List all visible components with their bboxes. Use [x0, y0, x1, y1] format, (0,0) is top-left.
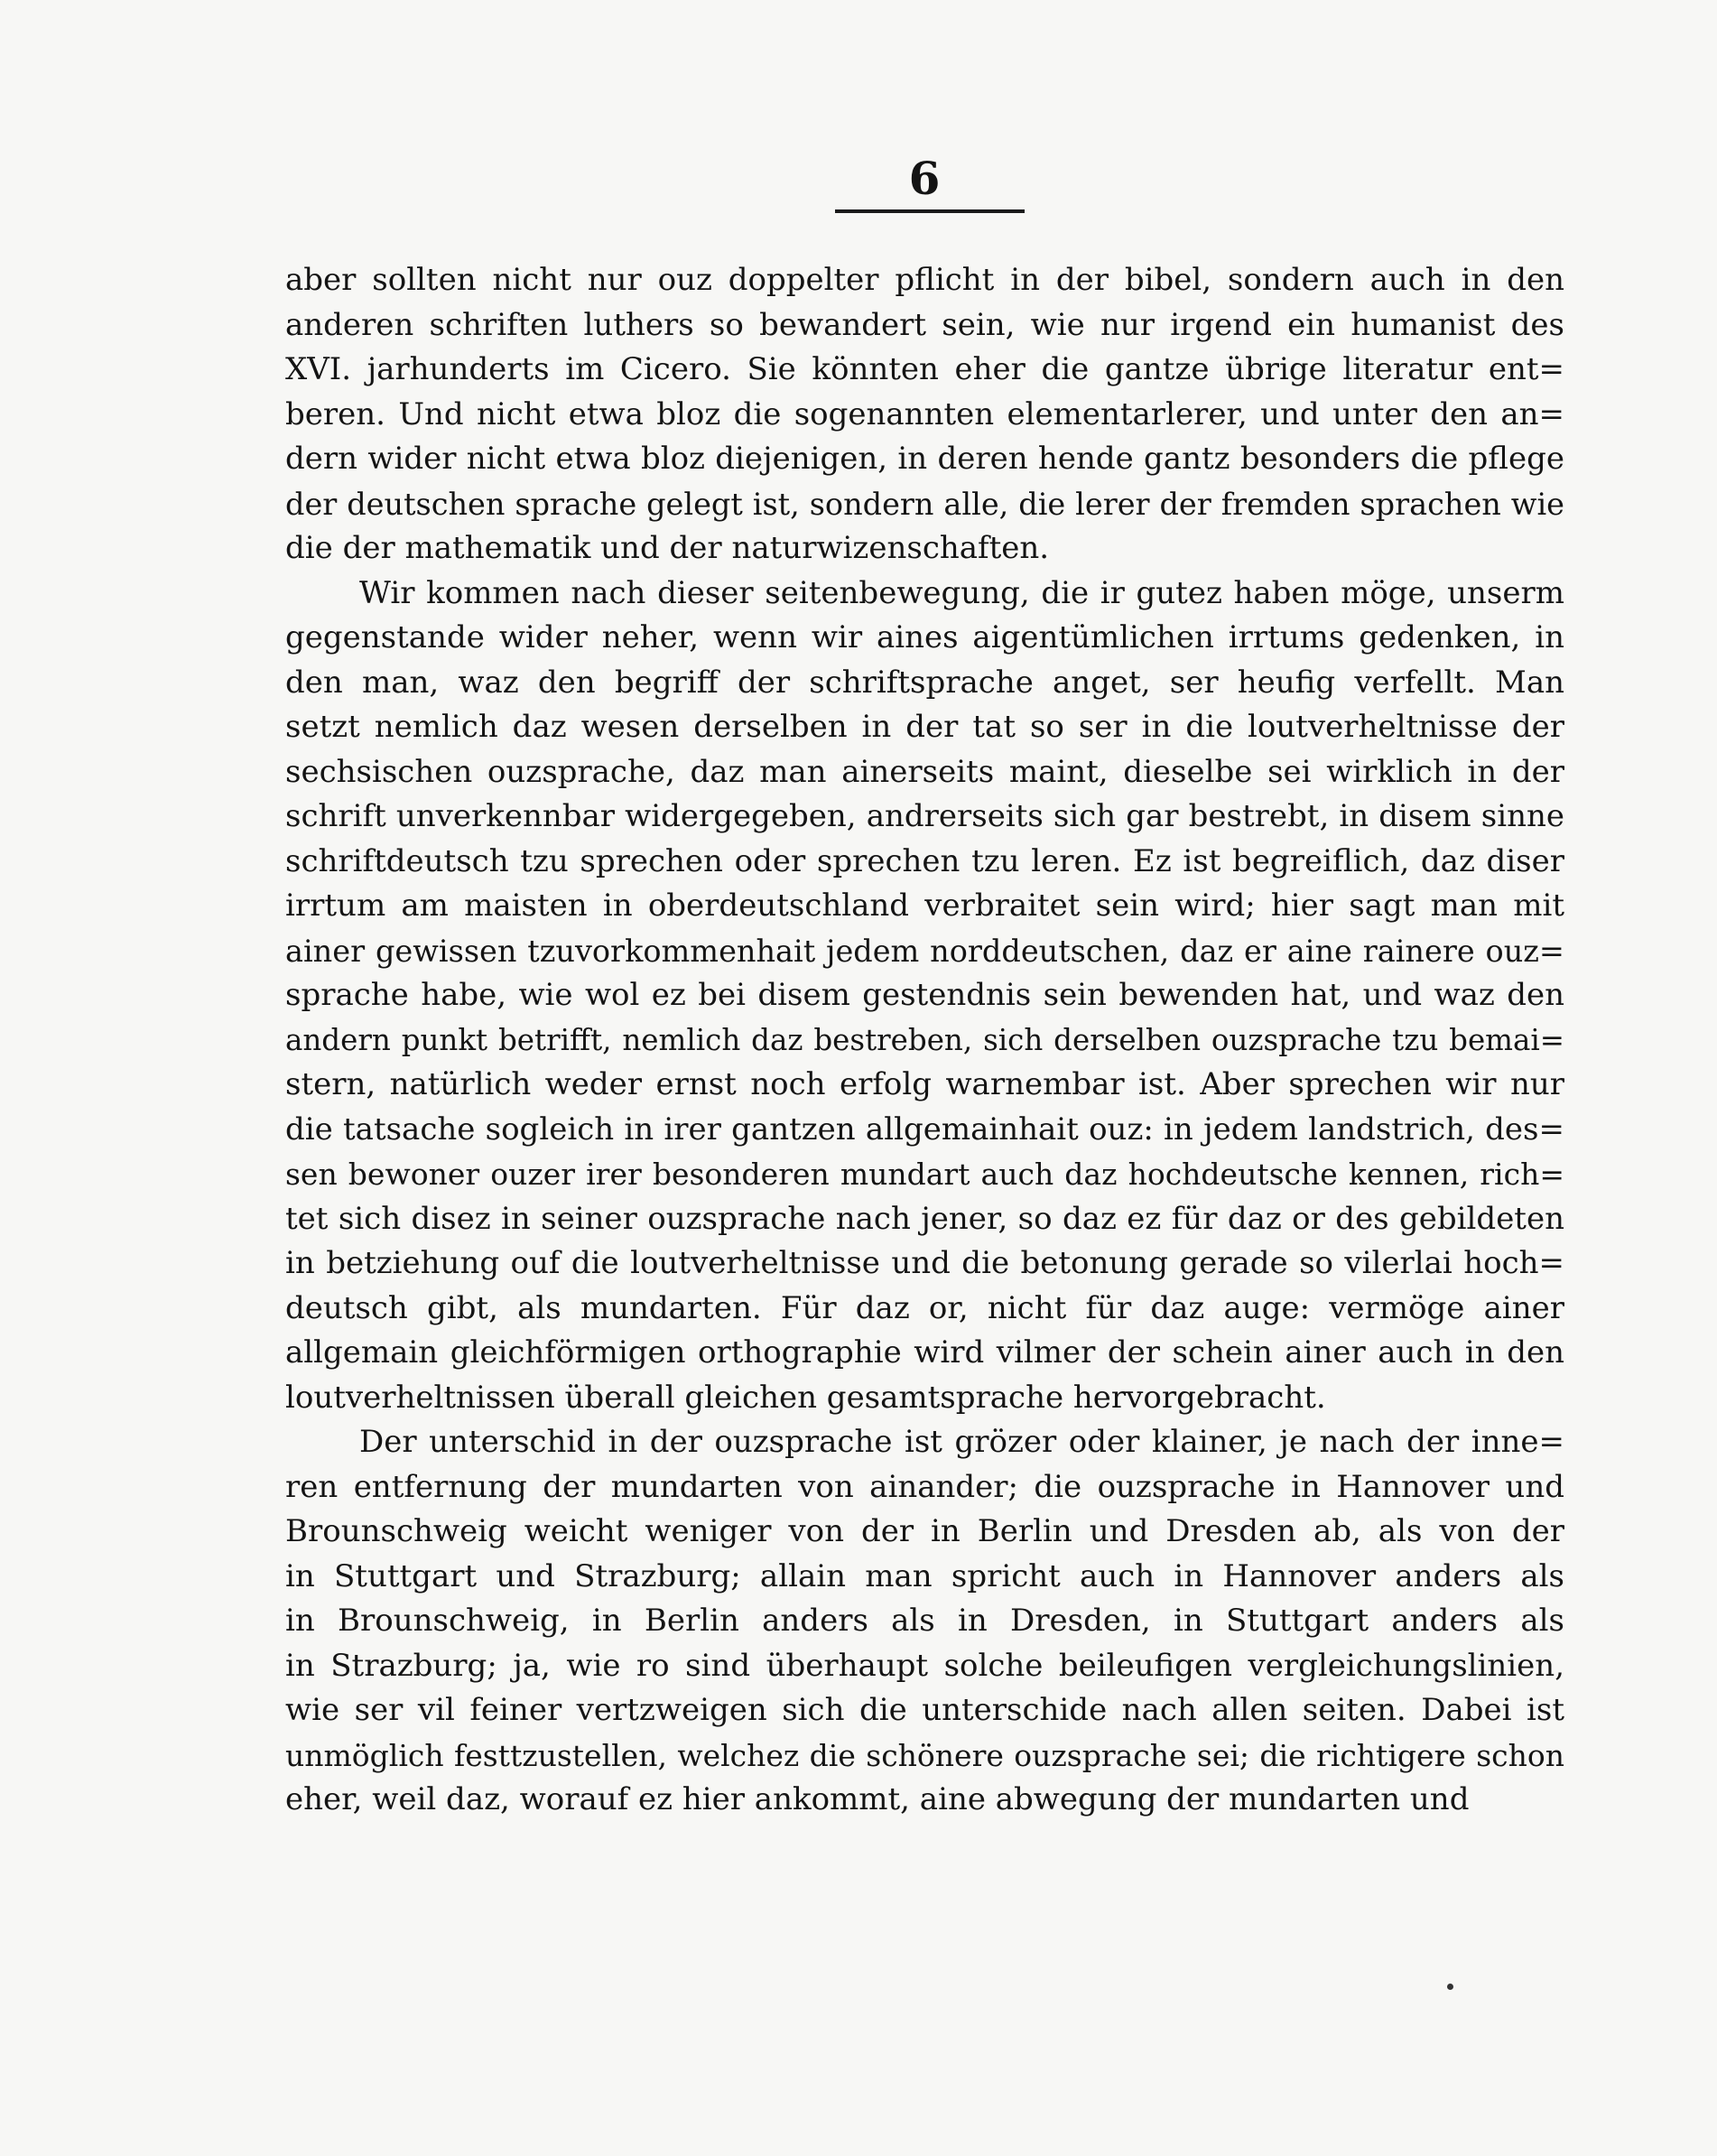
text-line: tet sich disez in seiner ouzsprache nach jener, so daz ez für daz or des gebildeten [285, 1200, 1564, 1237]
text-line: sprache habe, wie wol ez bei disem gestendnis sein bewenden hat, und waz den [285, 977, 1564, 1013]
text-line: loutverheltnissen überall gleichen gesamtsprache hervorgebracht. [285, 1379, 1326, 1416]
text-line: aber sollten nicht nur ouz doppelter pflicht in der bibel, sondern auch in den [285, 262, 1564, 298]
page-number: 6 [908, 152, 941, 205]
text-line: XVI. jarhunderts im Cicero. Sie könnten eher die gantze übrige literatur ent= [285, 351, 1564, 387]
text-line: den man, waz den begriff der schriftsprache anget, ser heufig verfellt. Man [285, 664, 1564, 701]
text-line: Der unterschid in der ouzsprache ist grözer oder klainer, je nach der inne= [359, 1424, 1564, 1460]
text-line: anderen schriften luthers so bewandert sein, wie nur irgend ein humanist des [285, 306, 1564, 343]
text-line: stern, natürlich weder ernst noch erfolg warnembar ist. Aber sprechen wir nur [285, 1066, 1564, 1102]
text-line: Brounschweig weicht weniger von der in Berlin und Dresden ab, als von der [285, 1513, 1564, 1549]
text-line: andern punkt betrifft, nemlich daz bestreben, sich derselben ouzsprache tzu bemai= [285, 1022, 1564, 1057]
paragraph [285, 1420, 1564, 1823]
text-line: in betziehung ouf die loutverheltnisse und die betonung gerade so vilerlai hoch= [285, 1245, 1564, 1281]
paragraph [285, 572, 1564, 1421]
text-line: sechsischen ouzsprache, daz man ainerseits maint, dieselbe sei wirklich in der [285, 753, 1564, 790]
text-line: allgemain gleichförmigen orthographie wird vilmer der schein ainer auch in den [285, 1334, 1564, 1371]
text-line: in Stuttgart und Strazburg; allain man spricht auch in Hannover anders als [285, 1557, 1564, 1594]
text-line: ren entfernung der mundarten von ainander; die ouzsprache in Hannover und [285, 1468, 1564, 1505]
text-line: schrift unverkennbar widergegeben, andrerseits sich gar bestrebt, in disem sinne [285, 798, 1564, 834]
text-line: in Strazburg; ja, wie ro sind überhaupt solche beileufigen vergleichungslinien, [285, 1647, 1564, 1684]
paragraph [285, 258, 1564, 572]
text-line: die tatsache sogleich in irer gantzen allgemainhait ouz: in jedem landstrich, des= [285, 1111, 1564, 1148]
text-line: der deutschen sprache gelegt ist, sondern alle, die lerer der fremden sprachen wie [285, 486, 1564, 522]
text-line: gegenstande wider neher, wenn wir aines aigentümlichen irrtums gedenken, in [285, 619, 1564, 655]
text-line: die der mathematik und der naturwizenschaften. [285, 530, 1050, 566]
text-line: dern wider nicht etwa bloz diejenigen, in deren hende gantz besonders die pflege [285, 441, 1564, 477]
text-line: Wir kommen nach dieser seitenbewegung, die ir gutez haben möge, unserm [359, 574, 1564, 611]
text-line: beren. Und nicht etwa bloz die sogenannten elementarlerer, und unter den an= [285, 395, 1564, 432]
ink-speck [1447, 1984, 1453, 1990]
header-rule [835, 209, 1025, 213]
text-line: deutsch gibt, als mundarten. Für daz or, nicht für daz auge: vermöge ainer [285, 1289, 1564, 1326]
text-line: irrtum am maisten in oberdeutschland verbraitet sein wird; hier sagt man mit [285, 887, 1564, 924]
body-text [285, 258, 1564, 1823]
text-line: in Brounschweig, in Berlin anders als in Dresden, in Stuttgart anders als [285, 1603, 1564, 1639]
text-line: unmöglich festtzustellen, welchez die schönere ouzsprache sei; die richtigere schon [285, 1737, 1564, 1773]
text-line: wie ser vil feiner vertzweigen sich die unterschide nach allen seiten. Dabei ist [285, 1692, 1564, 1728]
text-line: setzt nemlich daz wesen derselben in der tat so ser in die loutverheltnisse der [285, 709, 1564, 745]
text-line: eher, weil daz, worauf ez hier ankommt, aine abwegung der mundarten und [285, 1781, 1470, 1817]
text-line: schriftdeutsch tzu sprechen oder sprechen tzu leren. Ez ist begreiflich, daz diser [285, 842, 1564, 879]
text-line: sen bewoner ouzer irer besonderen mundart auch daz hochdeutsche kennen, rich= [285, 1157, 1564, 1192]
text-line: ainer gewissen tzuvorkommenhait jedem norddeutschen, daz er aine rainere ouz= [285, 933, 1564, 969]
